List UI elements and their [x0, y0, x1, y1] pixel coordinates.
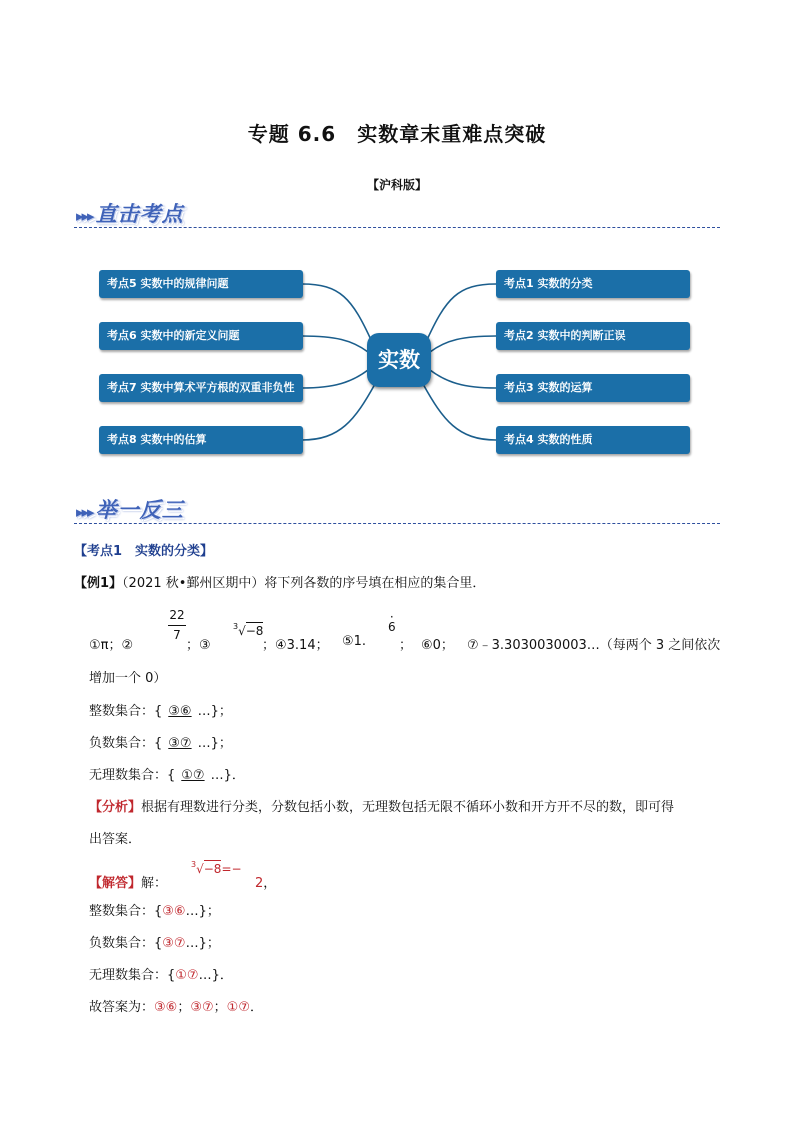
- set-irrationals-fill: ①⑦: [181, 768, 205, 783]
- mindmap-node-point7: 考点7 实数中算术平方根的双重非负性: [99, 374, 303, 402]
- item-7-continued: 增加一个 0）: [89, 671, 167, 686]
- answer-set-irrationals: 无理数集合：{①⑦…}．: [89, 968, 233, 983]
- answer-value: 2，: [255, 876, 277, 891]
- fraction: [168, 608, 186, 642]
- analysis-tag: 【分析】: [89, 800, 142, 815]
- repeat-dot-icon: ·: [389, 610, 394, 624]
- item-5: ；: [399, 638, 413, 653]
- fraction-numerator: 22: [169, 608, 185, 622]
- analysis-continued: 出答案．: [89, 832, 142, 847]
- connector-right-1: [426, 284, 496, 342]
- set-negatives-fill: ③⑦: [168, 736, 192, 751]
- radical-sign-icon: √: [238, 624, 246, 638]
- answer-line: [89, 872, 167, 891]
- mindmap-node-point1: 考点1 实数的分类: [496, 270, 690, 298]
- repeat-digit: 6: [388, 620, 396, 634]
- mindmap-node-point3: 考点3 实数的运算: [496, 374, 690, 402]
- analysis-text: 根据有理数进行分类，分数包括小数，无理数包括无限不循环小数和开方开不尽的数，即可得: [141, 800, 675, 815]
- root-radicand: −8: [245, 624, 264, 638]
- example-line: [74, 572, 485, 591]
- item-7: ⑦﹣3.3030030003…（每两个 3 之间依次: [467, 638, 721, 653]
- connector-left-4: [302, 384, 375, 440]
- fraction-bar: [168, 625, 186, 626]
- mindmap-node-point4: 考点4 实数的性质: [496, 426, 690, 454]
- item-3: ；④3.14；: [262, 638, 329, 653]
- connector-left-3: [302, 370, 368, 388]
- item-2: ；③: [186, 638, 211, 653]
- set-irrationals: 无理数集合：{ ①⑦ …}．: [89, 768, 245, 783]
- answer-set-integers: 整数集合：{③⑥…}；: [89, 904, 220, 919]
- radical-sign-icon: √: [196, 862, 204, 876]
- item-4: ⑤1.: [342, 634, 367, 649]
- mindmap-node-point2: 考点2 实数中的判断正误: [496, 322, 690, 350]
- set-integers-fill: ③⑥: [168, 704, 192, 719]
- item-6: ⑥0；: [421, 638, 454, 653]
- mindmap-node-point5: 考点5 实数中的规律问题: [99, 270, 303, 298]
- final-answer: 故答案为：③⑥；③⑦；①⑦．: [89, 1000, 263, 1015]
- mindmap-node-point8: 考点8 实数中的估算: [99, 426, 303, 454]
- answer-set-negatives: 负数集合：{③⑦…}；: [89, 936, 220, 951]
- mindmap-node-point6: 考点6 实数中的新定义问题: [99, 322, 303, 350]
- section-banner-practice: ▸▸▸ 举一反三: [76, 497, 184, 522]
- set-negatives: 负数集合：{ ③⑦ …}；: [89, 736, 232, 751]
- arrows-icon: ▸▸▸: [76, 503, 93, 521]
- arrows-icon: ▸▸▸: [76, 207, 93, 225]
- item-1: ①π；②: [89, 638, 134, 653]
- mindmap-center: 实数: [367, 333, 431, 387]
- page-title: 专题 6.6 实数章末重难点突破: [247, 122, 547, 146]
- example-tag: 【例1】: [74, 576, 123, 591]
- example-text: （2021 秋•鄞州区期中）将下列各数的序号填在相应的集合里．: [122, 576, 486, 591]
- section-divider: [74, 227, 720, 228]
- connector-left-1: [302, 284, 372, 342]
- answer-tag: 【解答】: [89, 876, 142, 891]
- analysis-line: [89, 796, 674, 815]
- section-banner-key-points: ▸▸▸ 直击考点: [76, 201, 184, 226]
- answer-intro: 解：: [141, 876, 168, 891]
- point-heading: 【考点1 实数的分类】: [74, 544, 214, 559]
- answer-cube-root: $^3$√−8=−: [191, 860, 242, 876]
- section-divider: [74, 523, 720, 524]
- connector-right-4: [423, 384, 496, 440]
- edition-label: 【沪科版】: [366, 178, 427, 192]
- set-integers: 整数集合：{ ③⑥ …}；: [89, 704, 232, 719]
- connector-right-3: [430, 370, 496, 388]
- cube-root: [233, 622, 263, 638]
- fraction-denominator: 7: [173, 628, 181, 642]
- connector-right-2: [430, 336, 496, 352]
- repeating-decimal: [388, 612, 396, 632]
- root-index: 3: [233, 622, 239, 631]
- connector-left-2: [302, 336, 368, 352]
